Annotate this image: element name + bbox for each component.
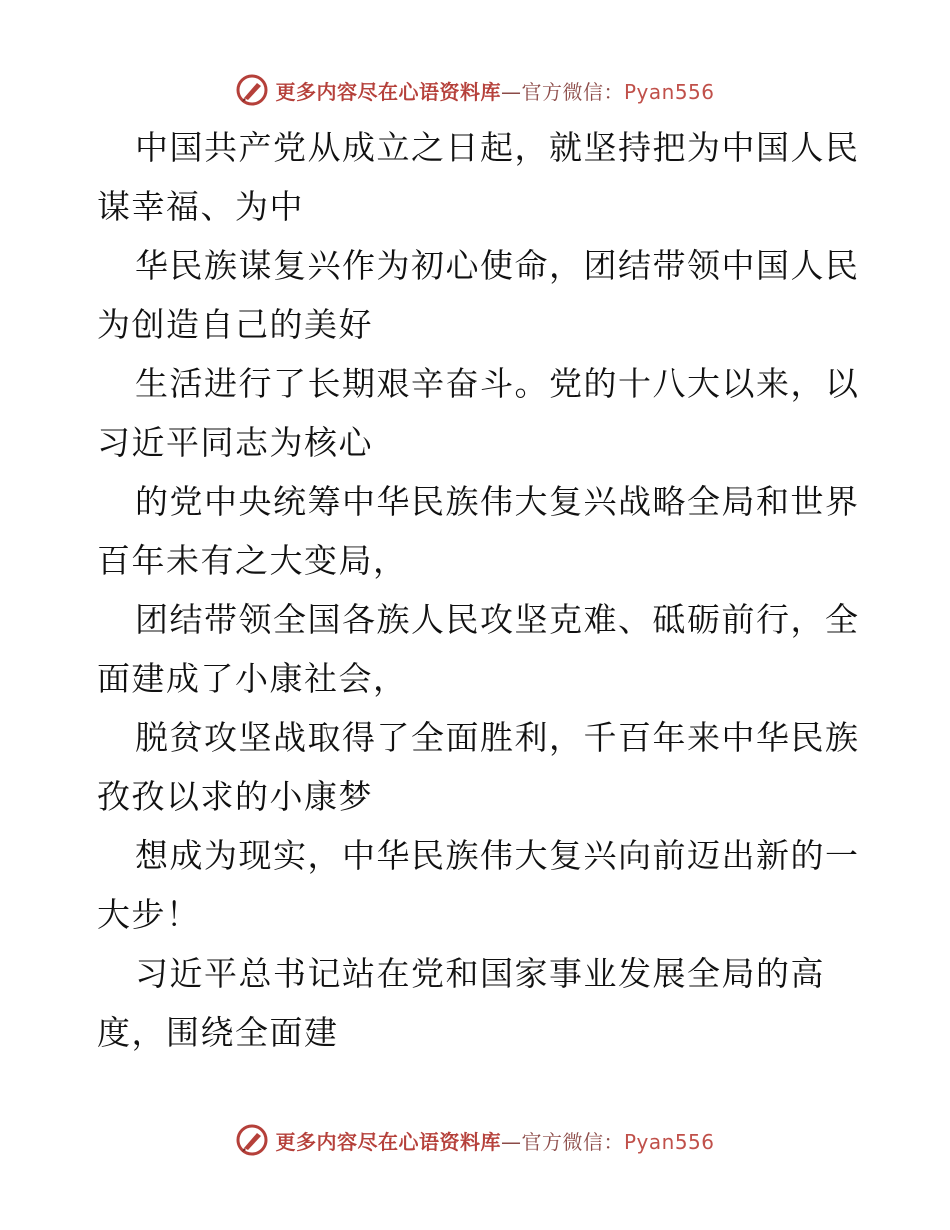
watermark-sub: 官方微信： xyxy=(521,1129,624,1154)
pen-logo-icon xyxy=(235,73,269,107)
header-watermark xyxy=(0,70,950,110)
paragraph-line: 中国共产党从成立之日起，就坚持把为中国人民 xyxy=(135,128,860,167)
watermark-text xyxy=(275,1126,714,1155)
paragraph-line: 孜孜以求的小康梦 xyxy=(97,777,373,816)
paragraph-line: 习近平同志为核心 xyxy=(97,423,373,462)
paragraph-line: 习近平总书记站在党和国家事业发展全局的高 xyxy=(135,954,825,993)
paragraph-line: 生活进行了长期艰辛奋斗。党的十八大以来，以 xyxy=(135,364,860,403)
paragraph-line: 团结带领全国各族人民攻坚克难、砥砺前行，全 xyxy=(135,600,860,639)
pen-logo-icon xyxy=(235,1123,269,1157)
paragraph-line: 华民族谋复兴作为初心使命，团结带领中国人民 xyxy=(135,246,860,285)
document-body xyxy=(97,118,860,1062)
paragraph-line: 想成为现实，中华民族伟大复兴向前迈出新的一 xyxy=(135,836,860,875)
watermark-text xyxy=(275,76,714,105)
paragraph-line: 百年未有之大变局， xyxy=(97,541,408,580)
watermark-main: 更多内容尽在心语资料库 xyxy=(275,1129,501,1154)
watermark-dash: — xyxy=(500,1129,522,1154)
watermark-dash: — xyxy=(500,79,522,104)
paragraph-line: 大步！ xyxy=(97,895,201,934)
paragraph-line: 脱贫攻坚战取得了全面胜利，千百年来中华民族 xyxy=(135,718,860,757)
watermark-id: Pyan556 xyxy=(623,1129,715,1154)
paragraph-line: 面建成了小康社会， xyxy=(97,659,408,698)
watermark-main: 更多内容尽在心语资料库 xyxy=(275,79,501,104)
paragraph-line: 度，围绕全面建 xyxy=(97,1013,339,1052)
paragraph-line: 谋幸福、为中 xyxy=(97,187,304,226)
paragraph-line: 的党中央统筹中华民族伟大复兴战略全局和世界 xyxy=(135,482,860,521)
watermark-sub: 官方微信： xyxy=(521,79,624,104)
paragraph-line: 为创造自己的美好 xyxy=(97,305,373,344)
watermark-id: Pyan556 xyxy=(623,79,715,104)
footer-watermark xyxy=(0,1120,950,1160)
